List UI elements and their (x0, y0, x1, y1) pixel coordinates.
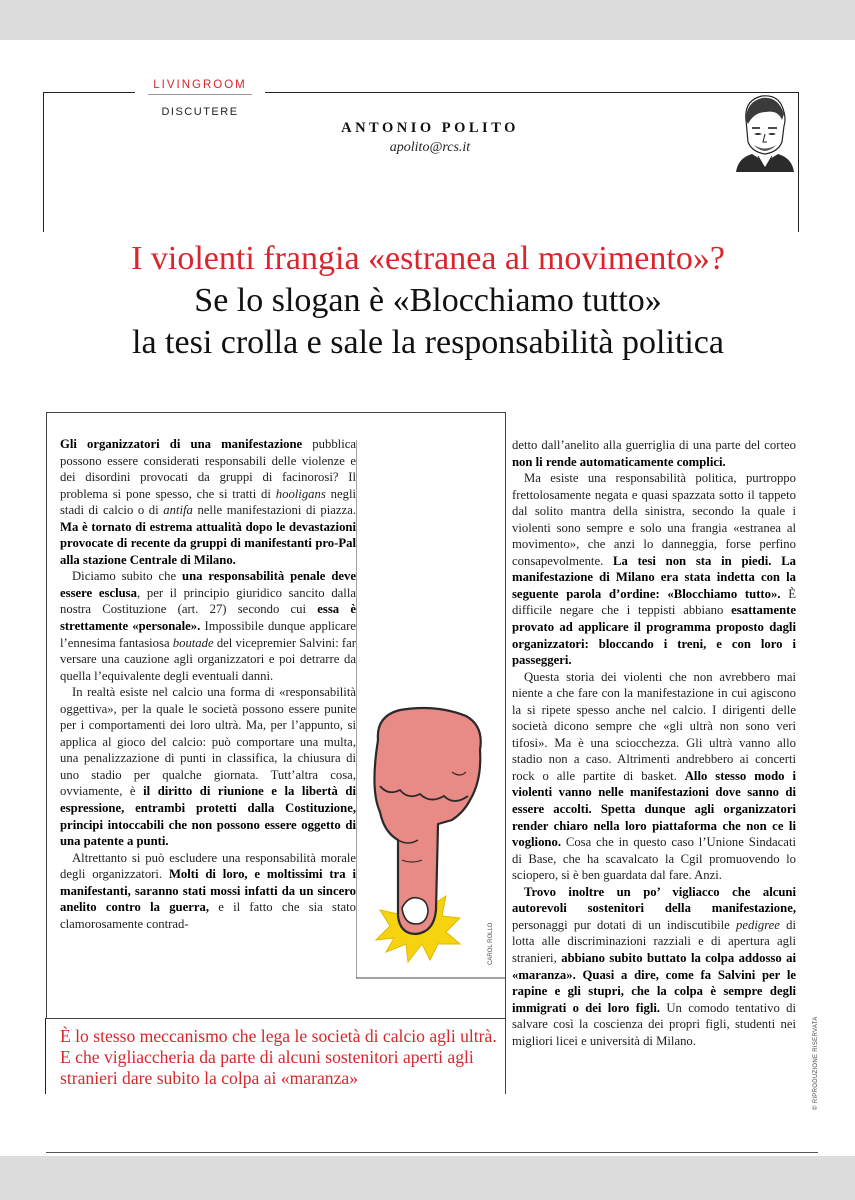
text: pubblica possono essere considerati responsabili delle violenze e dei disordini provocati da gruppi di facinorosi? Il problema si pone spesso, che si tratti di (60, 437, 356, 501)
headline-line-1: I violenti frangia «estranea al movimento»? (131, 240, 725, 277)
italic-text: boutade (172, 635, 214, 650)
footer-rule (46, 1152, 818, 1153)
column-kicker: DISCUTERE (161, 106, 239, 118)
paragraph (60, 436, 356, 568)
bold-text: abbiano subito buttato la colpa addosso ai «maranza». Quasi a dire, come fa Salvini per le rapine e gli stupri, che la colpa è sempre degli immigrati o dei loro figli. (512, 950, 797, 1015)
paragraph (60, 850, 356, 933)
viewer-bottom-band (0, 1156, 855, 1200)
section-label-box (135, 76, 265, 108)
pullquote: È lo stesso meccanismo che lega le società di calcio agli ultrà. E che vigliaccheria da parte di alcuni sostenitori aperti agli stranieri dare subito la colpa ai «maranza» (60, 1026, 497, 1088)
headline-line-2: Se lo slogan è «Blocchiamo tutto» (194, 282, 662, 319)
section-label: LIVINGROOM (153, 79, 247, 91)
text: Altrettanto si può escludere una responsabilità morale degli organizzatori. (60, 850, 356, 882)
text: negli stadi di calcio o di (60, 486, 356, 518)
bold-text: La tesi non sta in piedi. La manifestazione di Milano era stata indetta con la seguente parola d’ordine: «Blocchiamo tutto». (512, 553, 796, 601)
bold-text: non li rende automaticamente complici. (512, 454, 726, 469)
bold-text: una responsabilità penale deve essere esclusa (60, 569, 356, 600)
pullquote-top-rule (46, 1018, 506, 1019)
article-column-2 (512, 437, 796, 1049)
pullquote-left-rule (45, 1018, 46, 1094)
text: e il fatto che sia stato clamorosamente contrad- (60, 900, 356, 931)
paragraph (60, 568, 356, 684)
bold-text: essa è strettamente «personale». (60, 602, 356, 634)
viewer-top-band (0, 0, 855, 40)
text: , per il principio giuridico sancito dalla nostra Costituzione (art. 27) secondo cui (60, 585, 356, 617)
bold-text: esattamente provato ad applicare il programma proposto dagli organizzatori: bloccando i treni, e con loro i passeggeri. (512, 603, 796, 668)
pointing-finger-illustration (356, 440, 506, 1000)
text: del vicepremier Salvini: far versare una cauzione agli organizzatori e poi detrarre da quella l’equivalente degli eventuali danni. (60, 635, 356, 683)
column-left-rule (46, 412, 47, 1018)
text: Diciamo subito che (72, 569, 183, 584)
paragraph (60, 684, 356, 849)
column-top-rule (46, 412, 506, 413)
bold-text: Trovo inoltre un po’ vigliacco che alcuni autorevoli sostenitori della manifestazione, (512, 884, 796, 916)
bold-text: Allo stesso modo i violenti vanno nelle manifestazioni dove sanno di essere accolti. Spetta dunque agli organizzatori render chiaro nella loro piattaforma che non ce li vogliono. (512, 768, 797, 850)
text: Cosa che in questo caso l’Unione Sindacati di Base, che ha scavalcato la Cgil promuovendo lo sciopero, si è ben guardata dal fare. Anzi. (512, 835, 796, 883)
italic-text: pedigree (736, 917, 780, 932)
paragraph (512, 669, 796, 884)
text: personaggi pur dotati di un indiscutibile (512, 917, 736, 932)
header-frame-left-rule (43, 92, 44, 232)
bold-text: Molti di loro, e moltissimi tra i manifestanti, saranno stati mossi infatti da un sincero anelito contro la guerra, (60, 867, 356, 915)
bold-text: Ma è tornato di estrema attualità dopo le devastazioni provocate di recente da gruppi di manifestanti pro-Pal alla stazione Centrale di Milano. (60, 519, 356, 567)
text: In realtà esiste nel calcio una forma di «responsabilità oggettiva», per la quale le società possono essere punite per i comportamenti dei loro ultrà. Ma, per l’appunto, si applica al gioco del calcio: può comportare una multa, una penalizzazione di punti in classifica, la chiusura di uno stadio per qualche giornata. Tutt’altra cosa, ovviamente, è (60, 685, 356, 799)
text: Un comodo tentativo di salvare così la coscienza dei propri figli, studenti nei migliori licei e università di Milano. (512, 1000, 796, 1048)
text: È difficile negare che i teppisti abbiano (512, 586, 796, 618)
italic-text: antifa (163, 503, 193, 518)
italic-text: hooligans (275, 486, 326, 501)
bold-text: Gli organizzatori di una manifestazione (60, 437, 303, 451)
author-name: ANTONIO POLITO (341, 120, 519, 136)
header-frame-right-rule (798, 92, 799, 232)
magazine-page (0, 40, 855, 1156)
text: di lotta alle discriminazioni razziali e di apertura agli stranieri, (512, 917, 796, 965)
text: Impossibile dunque applicare l’ennesima fantasiosa (60, 619, 356, 650)
headline-line-3: la tesi crolla e sale la responsabilità politica (132, 324, 724, 361)
paragraph (512, 884, 796, 1049)
headline (43, 238, 813, 364)
text: detto dall’anelito alla guerriglia di una parte del corteo (512, 438, 796, 452)
paragraph (512, 470, 796, 669)
text: Ma esiste una responsabilità politica, purtroppo frettolosamente negata e quasi spazzata sotto il tappeto dal solito mantra della sinistra, secondo la quale i violenti sono sempre e solo una frangia «estranea al movimento», che anzi lo danneggia, forse perfino consapevolmente. (512, 471, 796, 568)
article-column-1 (60, 436, 356, 932)
rights-notice: © RIPRODUZIONE RISERVATA (813, 1016, 819, 1110)
author-portrait-icon (732, 90, 798, 172)
text: Questa storia dei violenti che non avrebbero mai niente a che fare con la manifestazione in cui agiscono la si ripete spesso anche nel calcio. I dirigenti delle società dicono sempre che «gli ultrà non sono veri tifosi». Ma è una sciocchezza. Gli ultrà vanno allo stadio non a caso. Altrimenti andrebbero ai concerti rock o alle partite di basket. (512, 669, 796, 783)
text: nelle manifestazioni di piazza. (192, 503, 356, 518)
section-underline (148, 94, 252, 95)
illustration-credit: CAROL ROLLO (488, 922, 494, 965)
bold-text: il diritto di riunione e la libertà di espressione, entrambi protetti dalla Costituzione, principi intoccabili che non possono essere oggetto di una patente a punti. (60, 784, 356, 849)
author-email: apolito@rcs.it (389, 140, 471, 155)
paragraph (512, 437, 796, 470)
